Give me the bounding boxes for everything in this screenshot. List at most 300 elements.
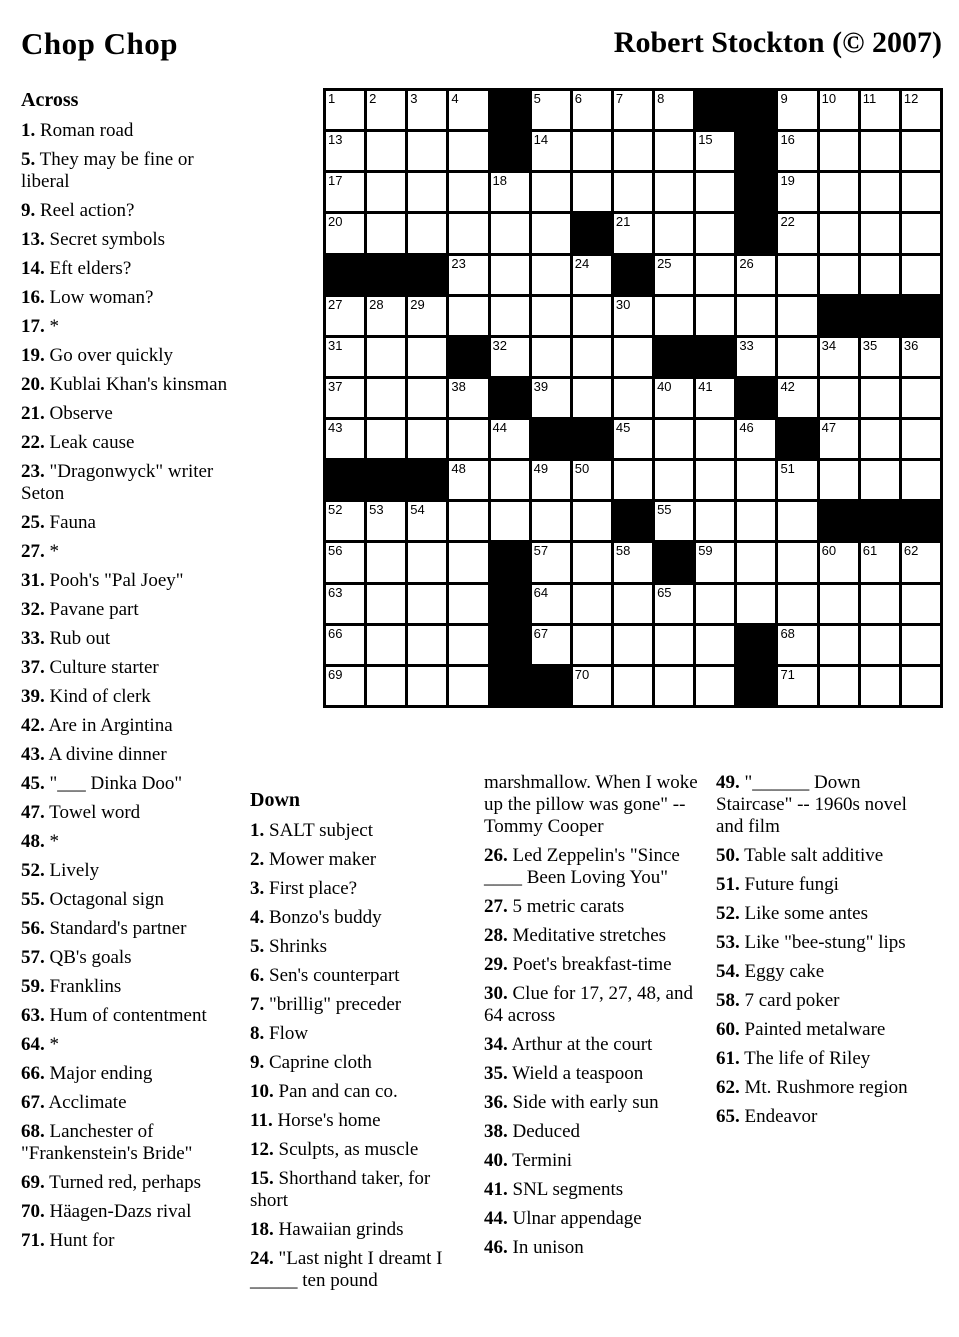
clue-text: Observe xyxy=(49,403,113,424)
clue-across-68 xyxy=(21,1121,239,1165)
grid-cell-r10c8[interactable] xyxy=(614,461,652,499)
clue-number: 29. xyxy=(484,954,508,975)
grid-cell-r8c13[interactable] xyxy=(820,379,858,417)
clue-across-13 xyxy=(21,229,239,251)
clue-down-54 xyxy=(716,961,938,983)
grid-cell-r1c4[interactable] xyxy=(449,91,487,129)
grid-cell-r6c1[interactable] xyxy=(326,297,364,335)
grid-cell-r13c13[interactable] xyxy=(820,585,858,623)
grid-cell-r7c14[interactable] xyxy=(861,338,899,376)
clue-number: 1. xyxy=(21,120,36,141)
cell-number: 49 xyxy=(533,461,549,477)
grid-cell-r12c2[interactable] xyxy=(367,543,405,581)
cell-number: 5 xyxy=(533,91,541,106)
grid-cell-r11c2[interactable] xyxy=(367,502,405,540)
grid-cell-r4c5[interactable] xyxy=(491,214,529,252)
grid-cell-r8c15[interactable] xyxy=(902,379,940,417)
grid-cell-r2c15[interactable] xyxy=(902,132,940,170)
grid-cell-r9c9[interactable] xyxy=(655,420,693,458)
grid-cell-r7c8[interactable] xyxy=(614,338,652,376)
grid-cell-r6c12[interactable] xyxy=(778,297,816,335)
grid-cell-r10c10[interactable] xyxy=(696,461,734,499)
clue-down-28 xyxy=(484,925,698,947)
grid-cell-r2c3[interactable] xyxy=(408,132,446,170)
grid-cell-r13c9[interactable] xyxy=(655,585,693,623)
grid-cell-r2c7[interactable] xyxy=(573,132,611,170)
grid-cell-r3c6[interactable] xyxy=(532,173,570,211)
grid-cell-r1c2[interactable] xyxy=(367,91,405,129)
grid-cell-r13c12[interactable] xyxy=(778,585,816,623)
grid-cell-r6c6[interactable] xyxy=(532,297,570,335)
grid-cell-r12c12[interactable] xyxy=(778,543,816,581)
grid-cell-r5c14[interactable] xyxy=(861,256,899,294)
grid-cell-r3c5[interactable] xyxy=(491,173,529,211)
grid-cell-r3c2[interactable] xyxy=(367,173,405,211)
grid-cell-r14c10[interactable] xyxy=(696,626,734,664)
clue-number: 68. xyxy=(21,1121,45,1142)
grid-cell-r1c7[interactable] xyxy=(573,91,611,129)
grid-cell-r10c4[interactable] xyxy=(449,461,487,499)
clue-number: 41. xyxy=(484,1179,508,1200)
grid-cell-r4c10[interactable] xyxy=(696,214,734,252)
grid-cell-r15c4[interactable] xyxy=(449,667,487,705)
grid-cell-r4c3[interactable] xyxy=(408,214,446,252)
clue-number: 38. xyxy=(484,1121,508,1142)
cell-number: 47 xyxy=(821,420,837,436)
grid-cell-r4c1[interactable] xyxy=(326,214,364,252)
clue-number: 19. xyxy=(21,345,45,366)
cell-number: 71 xyxy=(780,666,795,682)
grid-cell-r8c9[interactable] xyxy=(655,379,693,417)
grid-cell-r15c3[interactable] xyxy=(408,667,446,705)
cell-number: 14 xyxy=(533,132,549,148)
grid-cell-r10c9[interactable] xyxy=(655,461,693,499)
grid-cell-r12c10[interactable] xyxy=(696,543,734,581)
black-cell-r5c3 xyxy=(408,256,446,294)
grid-cell-r15c7[interactable] xyxy=(573,667,611,705)
clue-text: Häagen-Dazs rival xyxy=(49,1201,192,1222)
grid-cell-r2c8[interactable] xyxy=(614,132,652,170)
grid-cell-r6c10[interactable] xyxy=(696,297,734,335)
grid-cell-r13c3[interactable] xyxy=(408,585,446,623)
clue-across-66 xyxy=(21,1063,239,1085)
grid-cell-r5c10[interactable] xyxy=(696,256,734,294)
grid-cell-r9c11[interactable] xyxy=(737,420,775,458)
clue-text: Pan and can co. xyxy=(278,1081,398,1102)
grid-cell-r3c1[interactable] xyxy=(326,173,364,211)
grid-cell-r9c3[interactable] xyxy=(408,420,446,458)
clue-text: Acclimate xyxy=(48,1092,127,1113)
cell-number: 66 xyxy=(328,625,343,641)
grid-cell-r1c6[interactable] xyxy=(532,91,570,129)
clue-number: 13. xyxy=(21,229,45,250)
grid-cell-r14c8[interactable] xyxy=(614,626,652,664)
grid-cell-r10c15[interactable] xyxy=(902,461,940,499)
clue-across-5 xyxy=(21,149,239,193)
grid-cell-r14c3[interactable] xyxy=(408,626,446,664)
grid-cell-r4c2[interactable] xyxy=(367,214,405,252)
grid-cell-r15c2[interactable] xyxy=(367,667,405,705)
grid-cell-r14c4[interactable] xyxy=(449,626,487,664)
grid-cell-r2c2[interactable] xyxy=(367,132,405,170)
grid-cell-r3c14[interactable] xyxy=(861,173,899,211)
grid-cell-r7c6[interactable] xyxy=(532,338,570,376)
grid-cell-r11c3[interactable] xyxy=(408,502,446,540)
down-clue-list-3 xyxy=(716,772,938,1128)
grid-cell-r3c12[interactable] xyxy=(778,173,816,211)
grid-cell-r8c3[interactable] xyxy=(408,379,446,417)
grid-cell-r14c6[interactable] xyxy=(532,626,570,664)
cell-number: 50 xyxy=(574,461,590,477)
clue-number: 69. xyxy=(21,1172,45,1193)
grid-cell-r11c1[interactable] xyxy=(326,502,364,540)
clue-number: 6. xyxy=(250,965,265,986)
clue-text: Clue for 17, 27, 48, and 64 across xyxy=(484,983,693,1026)
grid-cell-r13c14[interactable] xyxy=(861,585,899,623)
grid-cell-r15c14[interactable] xyxy=(861,667,899,705)
grid-cell-r7c1[interactable] xyxy=(326,338,364,376)
grid-cell-r4c14[interactable] xyxy=(861,214,899,252)
grid-cell-r4c6[interactable] xyxy=(532,214,570,252)
grid-cell-r7c3[interactable] xyxy=(408,338,446,376)
grid-cell-r10c7[interactable] xyxy=(573,461,611,499)
grid-cell-r7c12[interactable] xyxy=(778,338,816,376)
clue-text: Secret symbols xyxy=(49,229,166,250)
grid-cell-r6c7[interactable] xyxy=(573,297,611,335)
clue-number: 50. xyxy=(716,845,740,866)
grid-cell-r13c6[interactable] xyxy=(532,585,570,623)
clue-number: 39. xyxy=(21,686,45,707)
cell-number: 23 xyxy=(451,255,466,271)
cell-number: 63 xyxy=(328,584,343,600)
grid-cell-r11c6[interactable] xyxy=(532,502,570,540)
clue-text: Culture starter xyxy=(49,657,159,678)
black-cell-r7c10 xyxy=(696,338,734,376)
clue-number: 46. xyxy=(484,1237,508,1258)
black-cell-r13c5 xyxy=(491,585,529,623)
grid-cell-r2c10[interactable] xyxy=(696,132,734,170)
grid-cell-r9c2[interactable] xyxy=(367,420,405,458)
grid-cell-r12c15[interactable] xyxy=(902,543,940,581)
grid-cell-r2c1[interactable] xyxy=(326,132,364,170)
grid-cell-r5c15[interactable] xyxy=(902,256,940,294)
grid-cell-r10c11[interactable] xyxy=(737,461,775,499)
clue-down-61 xyxy=(716,1048,938,1070)
page-title: Chop Chop xyxy=(21,26,178,61)
clue-down-18 xyxy=(250,1219,455,1241)
grid-cell-r13c10[interactable] xyxy=(696,585,734,623)
clue-text: Hum of contentment xyxy=(49,1005,207,1026)
clue-number: 24. xyxy=(250,1248,274,1269)
clue-text: Standard's partner xyxy=(49,918,187,939)
grid-cell-r3c4[interactable] xyxy=(449,173,487,211)
grid-cell-r7c13[interactable] xyxy=(820,338,858,376)
grid-cell-r10c6[interactable] xyxy=(532,461,570,499)
clue-text: Are in Argintina xyxy=(48,715,173,736)
clue-number: 26. xyxy=(484,845,508,866)
clue-number: 33. xyxy=(21,628,45,649)
grid-cell-r1c3[interactable] xyxy=(408,91,446,129)
grid-cell-r9c8[interactable] xyxy=(614,420,652,458)
grid-cell-r7c2[interactable] xyxy=(367,338,405,376)
grid-cell-r1c1[interactable] xyxy=(326,91,364,129)
grid-cell-r9c4[interactable] xyxy=(449,420,487,458)
clue-text: Sen's counterpart xyxy=(269,965,400,986)
clue-number: 15. xyxy=(250,1168,274,1189)
grid-cell-r5c4[interactable] xyxy=(449,256,487,294)
cell-number: 29 xyxy=(410,296,425,312)
black-cell-r8c11 xyxy=(737,379,775,417)
grid-cell-r6c11[interactable] xyxy=(737,297,775,335)
grid-cell-r1c13[interactable] xyxy=(820,91,858,129)
clue-down-51 xyxy=(716,874,938,896)
grid-cell-r4c4[interactable] xyxy=(449,214,487,252)
grid-cell-r5c7[interactable] xyxy=(573,256,611,294)
clue-text: Kind of clerk xyxy=(49,686,151,707)
grid-cell-r4c12[interactable] xyxy=(778,214,816,252)
grid-cell-r13c8[interactable] xyxy=(614,585,652,623)
cell-number: 38 xyxy=(451,378,466,394)
clue-number: 57. xyxy=(21,947,45,968)
clue-number: 34. xyxy=(484,1034,508,1055)
grid-cell-r10c12[interactable] xyxy=(778,461,816,499)
grid-cell-r6c5[interactable] xyxy=(491,297,529,335)
grid-cell-r3c7[interactable] xyxy=(573,173,611,211)
cell-number: 39 xyxy=(533,378,549,394)
clue-across-19 xyxy=(21,345,239,367)
grid-cell-r15c1[interactable] xyxy=(326,667,364,705)
grid-cell-r13c15[interactable] xyxy=(902,585,940,623)
grid-cell-r1c15[interactable] xyxy=(902,91,940,129)
grid-cell-r11c9[interactable] xyxy=(655,502,693,540)
cell-number: 2 xyxy=(369,91,377,106)
grid-cell-r4c9[interactable] xyxy=(655,214,693,252)
grid-cell-r9c13[interactable] xyxy=(820,420,858,458)
clue-number: 59. xyxy=(21,976,45,997)
cell-number: 11 xyxy=(862,91,877,106)
cell-number: 42 xyxy=(780,378,795,394)
cell-number: 7 xyxy=(615,91,624,106)
grid-cell-r12c1[interactable] xyxy=(326,543,364,581)
clue-number: 12. xyxy=(250,1139,274,1160)
clue-text: Caprine cloth xyxy=(269,1052,372,1073)
grid-cell-r6c2[interactable] xyxy=(367,297,405,335)
grid-cell-r4c8[interactable] xyxy=(614,214,652,252)
grid-cell-r5c9[interactable] xyxy=(655,256,693,294)
grid-cell-r11c10[interactable] xyxy=(696,502,734,540)
clue-text: Leak cause xyxy=(49,432,135,453)
grid-cell-r15c10[interactable] xyxy=(696,667,734,705)
grid-cell-r14c9[interactable] xyxy=(655,626,693,664)
grid-cell-r12c4[interactable] xyxy=(449,543,487,581)
grid-cell-r4c15[interactable] xyxy=(902,214,940,252)
clue-across-14 xyxy=(21,258,239,280)
grid-cell-r11c11[interactable] xyxy=(737,502,775,540)
grid-cell-r15c9[interactable] xyxy=(655,667,693,705)
cell-number: 28 xyxy=(369,296,384,312)
grid-cell-r8c12[interactable] xyxy=(778,379,816,417)
cell-number: 30 xyxy=(615,296,631,312)
grid-cell-r12c13[interactable] xyxy=(820,543,858,581)
grid-cell-r9c10[interactable] xyxy=(696,420,734,458)
grid-cell-r10c13[interactable] xyxy=(820,461,858,499)
grid-cell-r14c14[interactable] xyxy=(861,626,899,664)
grid-cell-r12c8[interactable] xyxy=(614,543,652,581)
grid-cell-r10c14[interactable] xyxy=(861,461,899,499)
clue-across-20 xyxy=(21,374,239,396)
grid-cell-r6c3[interactable] xyxy=(408,297,446,335)
grid-cell-r15c8[interactable] xyxy=(614,667,652,705)
grid-cell-r12c14[interactable] xyxy=(861,543,899,581)
grid-cell-r3c3[interactable] xyxy=(408,173,446,211)
grid-cell-r8c2[interactable] xyxy=(367,379,405,417)
grid-cell-r12c6[interactable] xyxy=(532,543,570,581)
clue-number: 55. xyxy=(21,889,45,910)
clue-down-40 xyxy=(484,1150,698,1172)
grid-cell-r5c12[interactable] xyxy=(778,256,816,294)
grid-cell-r2c13[interactable] xyxy=(820,132,858,170)
grid-cell-r3c8[interactable] xyxy=(614,173,652,211)
clue-text: * xyxy=(49,1034,59,1055)
grid-cell-r8c4[interactable] xyxy=(449,379,487,417)
black-cell-r8c5 xyxy=(491,379,529,417)
grid-cell-r7c7[interactable] xyxy=(573,338,611,376)
grid-cell-r11c4[interactable] xyxy=(449,502,487,540)
clue-number: 21. xyxy=(21,403,45,424)
grid-cell-r5c11[interactable] xyxy=(737,256,775,294)
clue-number: 4. xyxy=(250,907,265,928)
cell-number: 26 xyxy=(739,255,754,271)
grid-cell-r10c5[interactable] xyxy=(491,461,529,499)
grid-cell-r9c1[interactable] xyxy=(326,420,364,458)
clue-across-48 xyxy=(21,831,239,853)
clue-down-24-continuation: marshmallow. When I woke up the pillow was gone" -- Tommy Cooper xyxy=(484,772,698,837)
grid-cell-r8c1[interactable] xyxy=(326,379,364,417)
clue-number: 3. xyxy=(250,878,265,899)
black-cell-r15c6 xyxy=(532,667,570,705)
grid-cell-r3c9[interactable] xyxy=(655,173,693,211)
grid-cell-r2c4[interactable] xyxy=(449,132,487,170)
black-cell-r2c5 xyxy=(491,132,529,170)
grid-cell-r1c12[interactable] xyxy=(778,91,816,129)
grid-cell-r9c15[interactable] xyxy=(902,420,940,458)
grid-cell-r1c14[interactable] xyxy=(861,91,899,129)
grid-cell-r11c7[interactable] xyxy=(573,502,611,540)
grid-cell-r1c9[interactable] xyxy=(655,91,693,129)
grid-cell-r13c1[interactable] xyxy=(326,585,364,623)
black-cell-r1c5 xyxy=(491,91,529,129)
clue-down-12 xyxy=(250,1139,455,1161)
grid-cell-r3c10[interactable] xyxy=(696,173,734,211)
grid-cell-r2c14[interactable] xyxy=(861,132,899,170)
black-cell-r11c14 xyxy=(861,502,899,540)
grid-cell-r7c11[interactable] xyxy=(737,338,775,376)
clue-number: 52. xyxy=(21,860,45,881)
grid-cell-r14c15[interactable] xyxy=(902,626,940,664)
clue-text: Endeavor xyxy=(744,1106,818,1127)
clue-text: Deduced xyxy=(512,1121,581,1142)
grid-cell-r14c7[interactable] xyxy=(573,626,611,664)
clue-text: Lively xyxy=(49,860,100,881)
grid-cell-r8c8[interactable] xyxy=(614,379,652,417)
cell-number: 22 xyxy=(780,214,795,230)
clue-text: They may be fine or liberal xyxy=(21,149,194,192)
black-cell-r1c10 xyxy=(696,91,734,129)
cell-number: 8 xyxy=(657,91,665,106)
grid-cell-r7c15[interactable] xyxy=(902,338,940,376)
grid-cell-r2c9[interactable] xyxy=(655,132,693,170)
grid-cell-r5c6[interactable] xyxy=(532,256,570,294)
clue-text: Sculpts, as muscle xyxy=(278,1139,419,1160)
grid-cell-r13c7[interactable] xyxy=(573,585,611,623)
clue-number: 2. xyxy=(250,849,265,870)
grid-cell-r3c15[interactable] xyxy=(902,173,940,211)
clue-number: 67. xyxy=(21,1092,45,1113)
grid-cell-r5c13[interactable] xyxy=(820,256,858,294)
grid-cell-r2c6[interactable] xyxy=(532,132,570,170)
clue-text: Future fungi xyxy=(744,874,839,895)
grid-cell-r13c4[interactable] xyxy=(449,585,487,623)
cell-number: 33 xyxy=(739,337,754,353)
clue-across-63 xyxy=(21,1005,239,1027)
grid-cell-r4c13[interactable] xyxy=(820,214,858,252)
clue-number: 20. xyxy=(21,374,45,395)
grid-cell-r14c1[interactable] xyxy=(326,626,364,664)
grid-cell-r5c5[interactable] xyxy=(491,256,529,294)
grid-cell-r14c2[interactable] xyxy=(367,626,405,664)
grid-cell-r3c13[interactable] xyxy=(820,173,858,211)
grid-cell-r11c5[interactable] xyxy=(491,502,529,540)
grid-cell-r8c7[interactable] xyxy=(573,379,611,417)
clue-down-7 xyxy=(250,994,455,1016)
black-cell-r11c8 xyxy=(614,502,652,540)
grid-cell-r12c11[interactable] xyxy=(737,543,775,581)
grid-cell-r8c10[interactable] xyxy=(696,379,734,417)
across-clues-column xyxy=(21,89,239,1259)
grid-cell-r8c6[interactable] xyxy=(532,379,570,417)
grid-cell-r11c12[interactable] xyxy=(778,502,816,540)
grid-cell-r9c5[interactable] xyxy=(491,420,529,458)
grid-cell-r6c4[interactable] xyxy=(449,297,487,335)
grid-cell-r15c12[interactable] xyxy=(778,667,816,705)
clue-text: 7 card poker xyxy=(744,990,840,1011)
grid-cell-r8c14[interactable] xyxy=(861,379,899,417)
grid-cell-r1c8[interactable] xyxy=(614,91,652,129)
grid-cell-r6c9[interactable] xyxy=(655,297,693,335)
grid-cell-r14c13[interactable] xyxy=(820,626,858,664)
clue-down-53 xyxy=(716,932,938,954)
cell-number: 54 xyxy=(410,502,425,518)
cell-number: 61 xyxy=(862,543,878,559)
grid-cell-r13c2[interactable] xyxy=(367,585,405,623)
grid-cell-r12c7[interactable] xyxy=(573,543,611,581)
grid-cell-r15c15[interactable] xyxy=(902,667,940,705)
cell-number: 9 xyxy=(780,91,788,106)
black-cell-r2c11 xyxy=(737,132,775,170)
grid-cell-r6c8[interactable] xyxy=(614,297,652,335)
grid-cell-r14c12[interactable] xyxy=(778,626,816,664)
clue-text: Go over quickly xyxy=(49,345,173,366)
grid-cell-r12c3[interactable] xyxy=(408,543,446,581)
grid-cell-r9c14[interactable] xyxy=(861,420,899,458)
grid-cell-r13c11[interactable] xyxy=(737,585,775,623)
clue-number: 11. xyxy=(250,1110,273,1131)
clue-across-67 xyxy=(21,1092,239,1114)
cell-number: 16 xyxy=(780,132,795,148)
grid-cell-r2c12[interactable] xyxy=(778,132,816,170)
grid-cell-r15c13[interactable] xyxy=(820,667,858,705)
grid-cell-r7c5[interactable] xyxy=(491,338,529,376)
